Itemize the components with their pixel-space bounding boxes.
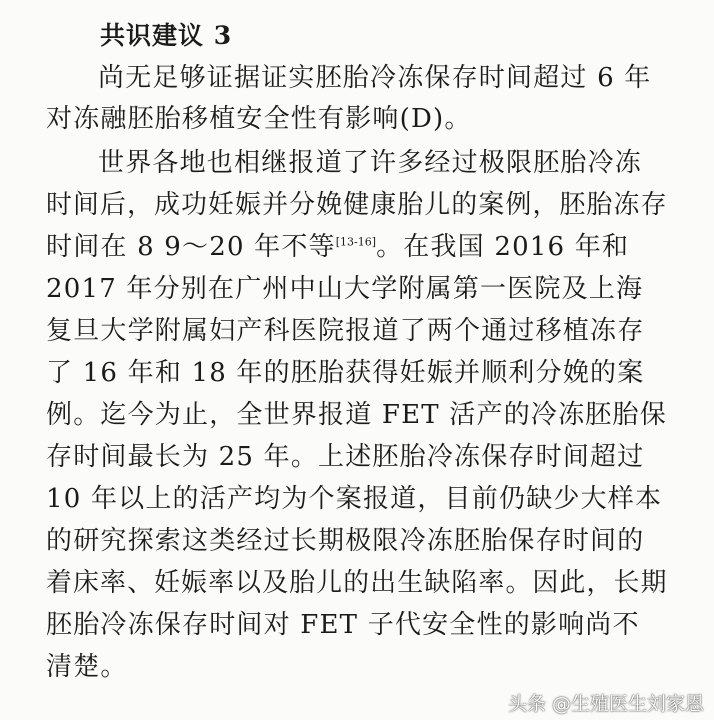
paragraph-line-8: 存时间最长为 25 年。上述胚胎冷冻保存时间超过 bbox=[46, 442, 645, 472]
recommendation-line-1: 尚无足够证据证实胚胎冷冻保存时间超过 6 年 bbox=[98, 63, 652, 93]
paragraph-line-7: 例。迄今为止，全世界报道 FET 活产的冷冻胚胎保 bbox=[46, 400, 667, 430]
recommendation-line-2: 对冻融胚胎移植安全性有影响(D)。 bbox=[46, 104, 472, 134]
paragraph-line-13: 清楚。 bbox=[46, 652, 128, 682]
citation-ref: [13-16] bbox=[335, 235, 377, 249]
paragraph-line-5: 复旦大学附属妇产科医院报道了两个通过移植冻存 bbox=[46, 316, 645, 346]
paragraph-line-11: 着床率、妊娠率以及胎儿的出生缺陷率。因此，长期 bbox=[46, 568, 668, 598]
recommendation-heading: 共识建议 3 bbox=[100, 21, 233, 50]
paragraph-line-4: 2017 年分别在广州中山大学附属第一医院及上海 bbox=[46, 274, 644, 304]
paragraph-line-1: 世界各地也相继报道了许多经过极限胚胎冷冻 bbox=[98, 148, 643, 178]
paragraph-line-6: 了 16 年和 18 年的胚胎获得妊娠并顺利分娩的案 bbox=[46, 358, 645, 388]
paragraph-line-10: 的研究探索这类经过长期极限冷冻胚胎保存时间的 bbox=[46, 526, 645, 556]
paragraph-line-3-start: 时间在 8 9～20 年不等 bbox=[46, 232, 336, 262]
paragraph-line-9: 10 年以上的活产均为个案报道，目前仍缺少大样本 bbox=[46, 484, 663, 514]
paragraph-line-3-end: 。在我国 2016 年和 bbox=[376, 232, 630, 262]
paragraph-line-3 bbox=[46, 229, 629, 265]
source-watermark: 头条 @生殖医生刘家恩 bbox=[507, 693, 704, 715]
paragraph-line-2: 时间后，成功妊娠并分娩健康胎儿的案例，胚胎冻存 bbox=[46, 190, 668, 220]
paragraph-line-12: 胚胎冷冻保存时间对 FET 子代安全性的影响尚不 bbox=[46, 610, 640, 640]
